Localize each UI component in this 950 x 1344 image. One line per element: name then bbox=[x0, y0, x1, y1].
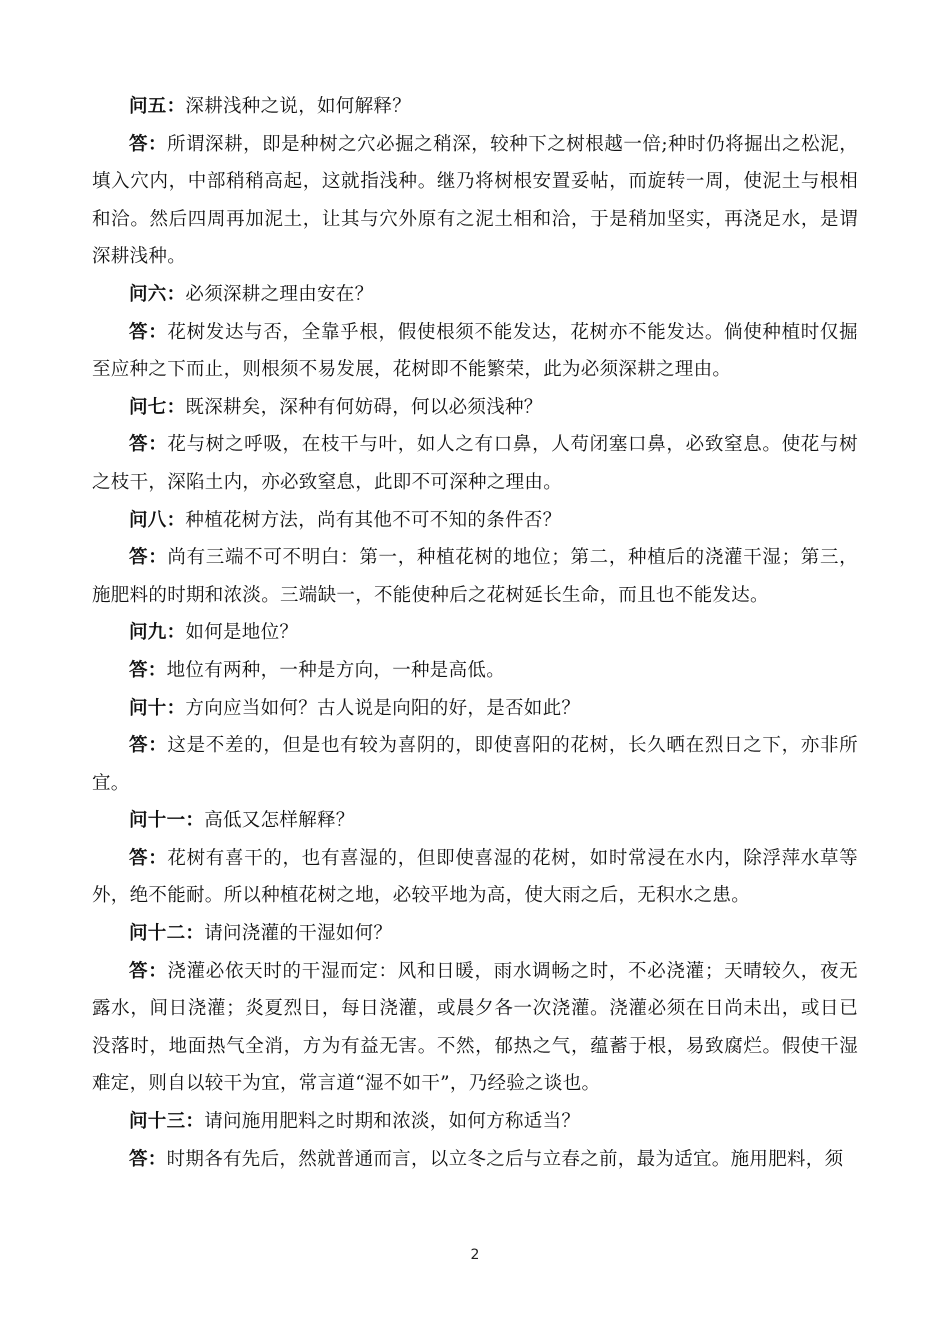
answer-label: 答： bbox=[129, 321, 168, 343]
question-paragraph bbox=[92, 802, 858, 840]
question-paragraph bbox=[92, 276, 858, 314]
question-paragraph bbox=[92, 389, 858, 427]
question-text: 请问浇灌的干湿如何？ bbox=[204, 923, 393, 945]
question-label: 问十二： bbox=[129, 923, 205, 945]
answer-paragraph bbox=[92, 126, 858, 276]
question-label: 问十三： bbox=[129, 1111, 205, 1133]
question-text: 种植花树方法，尚有其他不可不知的条件否？ bbox=[185, 509, 562, 531]
answer-paragraph bbox=[92, 652, 858, 690]
answer-paragraph bbox=[92, 727, 858, 802]
question-text: 如何是地位？ bbox=[185, 622, 299, 644]
answer-text: 花与树之呼吸，在枝干与叶，如人之有口鼻，人苟闭塞口鼻，必致窒息。使花与树之枝干，深陷土内，亦必致窒息，此即不可深种之理由。 bbox=[92, 434, 858, 493]
question-label: 问七： bbox=[129, 396, 186, 418]
answer-paragraph bbox=[92, 840, 858, 915]
answer-text: 花树有喜干的，也有喜湿的，但即使喜湿的花树，如时常浸在水内，除浮萍水草等外，绝不能耐。所以种植花树之地，必较平地为高，使大雨之后，无积水之患。 bbox=[92, 847, 858, 907]
page-number: 2 bbox=[470, 1247, 480, 1263]
answer-label: 答： bbox=[129, 547, 168, 569]
answer-paragraph bbox=[92, 1141, 858, 1179]
question-label: 问八： bbox=[129, 509, 186, 531]
question-text: 必须深耕之理由安在？ bbox=[185, 283, 374, 305]
question-label: 问九： bbox=[129, 622, 186, 644]
answer-text: 浇灌必依天时的干湿而定：风和日暖，雨水调畅之时，不必浇灌；天晴较久，夜无露水，间日浇灌；炎夏烈日，每日浇灌，或晨夕各一次浇灌。浇灌必须在日尚未出，或日已没落时，地面热气全消，方为有益无害。不然，郁热之气，蕴蓄于根，易致腐烂。假使干湿难定，则自以较干为宜，常言道“湿不如干”，乃经验之谈也。 bbox=[92, 960, 858, 1095]
answer-text: 时期各有先后，然就普通而言，以立冬之后与立春之前，最为适宜。施用肥料，须 bbox=[166, 1148, 844, 1170]
question-paragraph bbox=[92, 502, 858, 540]
question-label: 问五： bbox=[129, 96, 186, 117]
question-label: 问六： bbox=[129, 283, 186, 305]
question-label: 问十一： bbox=[129, 810, 205, 832]
answer-paragraph bbox=[92, 953, 858, 1103]
answer-label: 答： bbox=[129, 133, 168, 155]
answer-label: 答： bbox=[129, 847, 168, 869]
answer-paragraph bbox=[92, 314, 858, 389]
answer-text: 这是不差的，但是也有较为喜阴的，即使喜阳的花树，长久晒在烈日之下，亦非所宜。 bbox=[92, 735, 858, 794]
question-text: 既深耕矣，深种有何妨碍，何以必须浅种？ bbox=[185, 396, 543, 418]
question-text: 方向应当如何？古人说是向阳的好，是否如此？ bbox=[185, 697, 581, 719]
answer-text: 所谓深耕，即是种树之穴必掘之稍深，较种下之树根越一倍;种时仍将掘出之松泥，填入穴内，中部稍稍高起，这就指浅种。继乃将树根安置妥帖，而旋转一周，使泥土与根相和洽。然后四周再加泥土，让其与穴外原有之泥土相和洽，于是稍加坚实，再浇足水，是谓深耕浅种。 bbox=[92, 133, 858, 268]
answer-label: 答： bbox=[129, 735, 168, 757]
answer-paragraph bbox=[92, 426, 858, 501]
answer-label: 答： bbox=[129, 434, 168, 456]
question-paragraph bbox=[92, 690, 858, 728]
question-text: 高低又怎样解释？ bbox=[204, 810, 355, 832]
qa-content bbox=[92, 88, 858, 1178]
answer-text: 地位有两种，一种是方向，一种是高低。 bbox=[166, 659, 506, 681]
question-paragraph bbox=[92, 88, 858, 126]
answer-text: 尚有三端不可不明白：第一，种植花树的地位；第二，种植后的浇灌干湿；第三，施肥料的时期和浓淡。三端缺一，不能使种后之花树延长生命，而且也不能发达。 bbox=[92, 547, 858, 606]
question-label: 问十： bbox=[129, 697, 186, 719]
answer-label: 答： bbox=[129, 960, 168, 982]
answer-label: 答： bbox=[129, 1148, 167, 1170]
question-text: 深耕浅种之说，如何解释？ bbox=[185, 96, 412, 117]
question-text: 请问施用肥料之时期和浓淡，如何方称适当？ bbox=[204, 1111, 581, 1133]
answer-paragraph bbox=[92, 539, 858, 614]
question-paragraph bbox=[92, 915, 858, 953]
answer-label: 答： bbox=[129, 659, 167, 681]
question-paragraph bbox=[92, 1103, 858, 1141]
answer-text: 花树发达与否，全靠乎根，假使根须不能发达，花树亦不能发达。倘使种植时仅掘至应种之下而止，则根须不易发展，花树即不能繁荣，此为必须深耕之理由。 bbox=[92, 321, 858, 381]
question-paragraph bbox=[92, 614, 858, 652]
